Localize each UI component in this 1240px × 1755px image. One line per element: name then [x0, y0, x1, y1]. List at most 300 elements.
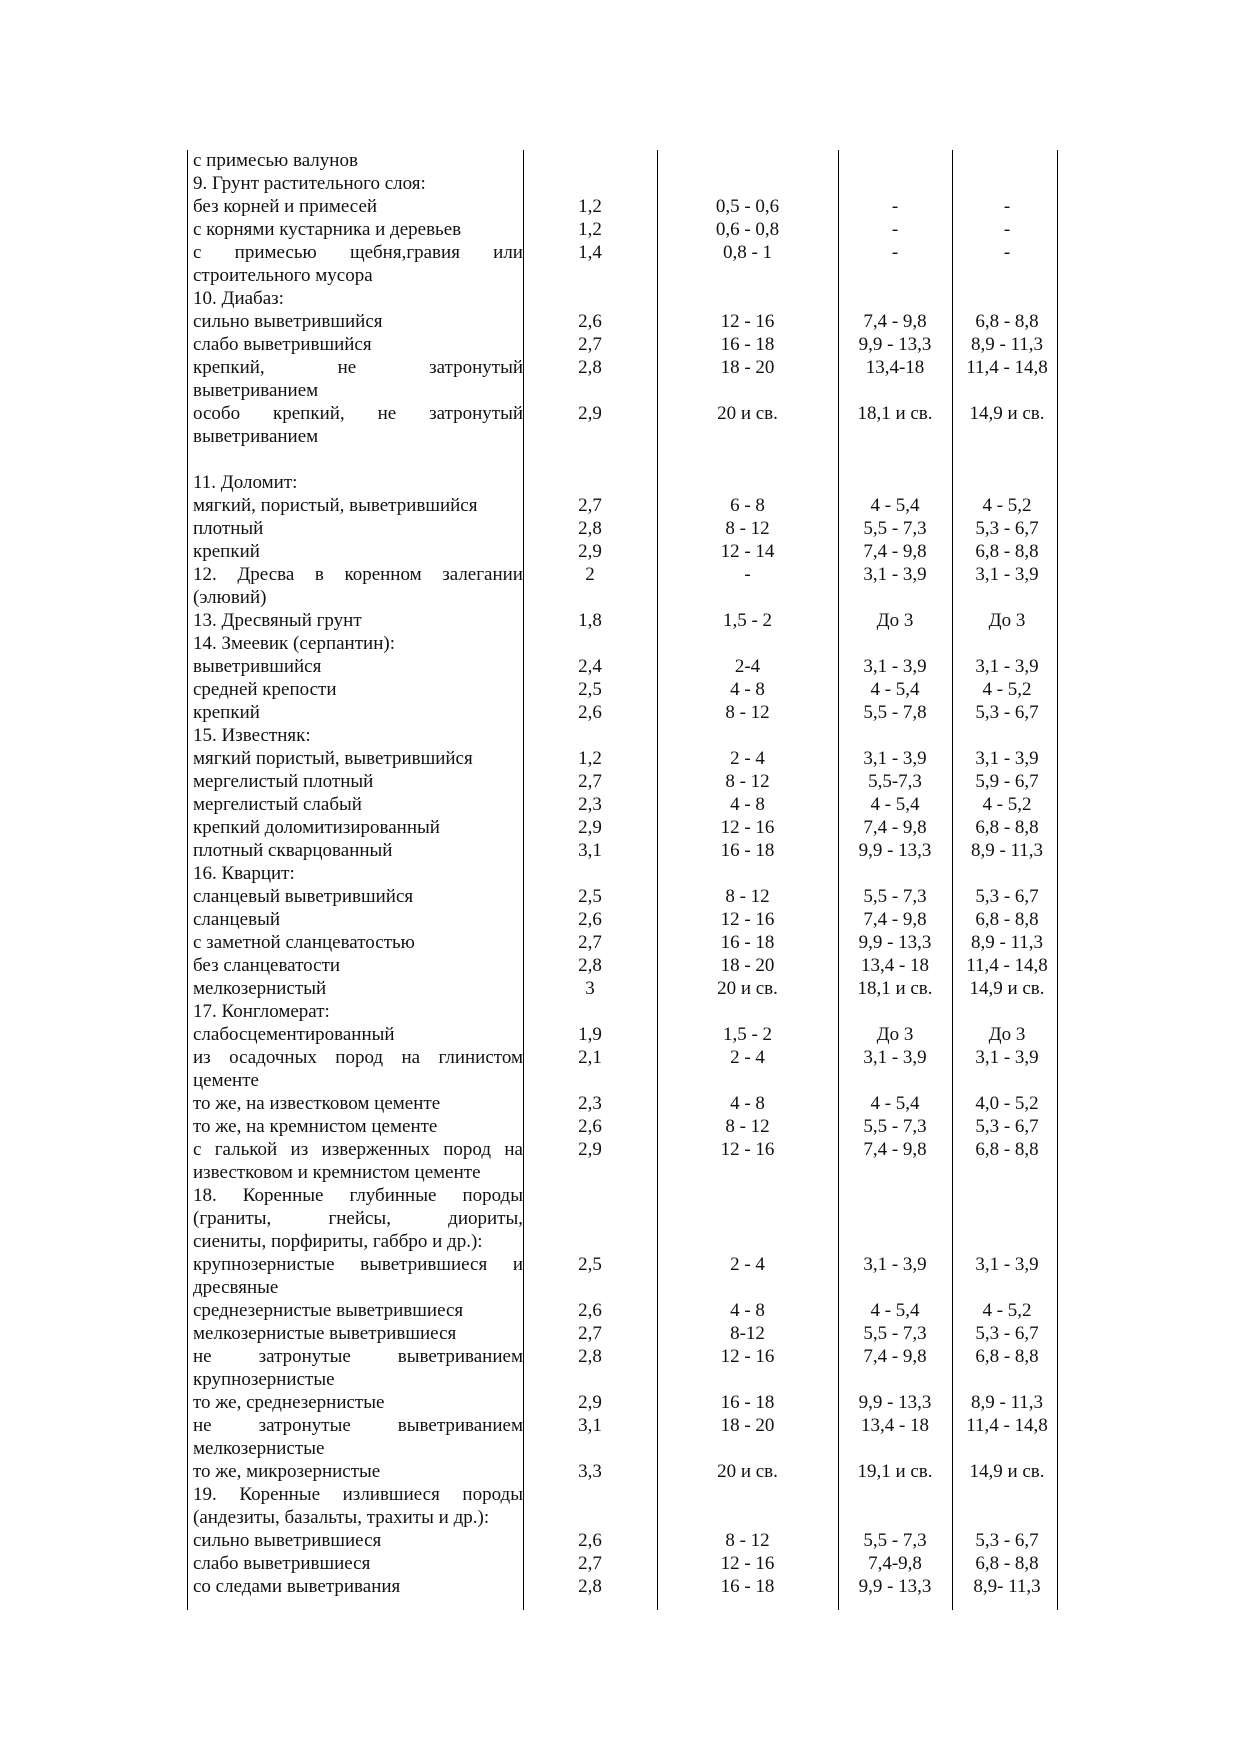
value-a-cell: 13,4 - 18: [860, 955, 930, 976]
value-a-cell: [838, 264, 952, 287]
value-a-cell: 18,1 и св.: [857, 978, 933, 999]
value-b-cell: [952, 1069, 1062, 1092]
hardness-cell: 16 - 18: [720, 932, 775, 953]
soil-name-cell: (андезиты, базальты, трахиты и др.):: [193, 1507, 490, 1528]
soil-name-cell: мягкий, пористый, выветрившийся: [193, 495, 478, 516]
soil-name-cell: 14. Змеевик (серпантин):: [193, 633, 395, 654]
density-cell: 3,3: [578, 1461, 602, 1482]
value-b-cell: До 3: [988, 1024, 1026, 1045]
hardness-cell: 2 - 4: [730, 1047, 765, 1068]
soil-name-cell: 9. Грунт растительного слоя:: [193, 173, 426, 194]
table-row: [187, 1230, 1062, 1253]
soil-name-cell: средней крепости: [193, 679, 337, 700]
value-a-cell: -: [891, 196, 899, 217]
value-a-cell: [838, 1000, 952, 1023]
hardness-cell: [657, 724, 838, 747]
value-b-cell: 8,9- 11,3: [973, 1576, 1041, 1597]
soil-name-cell: слабосцементированный: [193, 1024, 395, 1045]
value-b-cell: [952, 264, 1062, 287]
density-cell: [523, 1069, 657, 1092]
soil-name-cell: то же, на кремнистом цементе: [193, 1116, 438, 1137]
hardness-cell: 12 - 16: [720, 311, 775, 332]
hardness-cell: 18 - 20: [720, 1415, 775, 1436]
value-a-cell: 5,5 - 7,3: [863, 1116, 927, 1137]
density-cell: 1,9: [578, 1024, 602, 1045]
value-b-cell: [952, 172, 1062, 195]
density-cell: [523, 1161, 657, 1184]
table-row: [187, 1115, 1062, 1138]
value-b-cell: 5,3 - 6,7: [975, 886, 1039, 907]
hardness-cell: 1,5 - 2: [722, 610, 773, 631]
density-cell: 3: [585, 978, 595, 999]
hardness-cell: [657, 1368, 838, 1391]
density-cell: [523, 448, 657, 471]
value-a-cell: 3,1 - 3,9: [863, 748, 927, 769]
density-cell: 2,3: [578, 794, 602, 815]
table-row: [187, 1000, 1062, 1023]
value-a-cell: 4 - 5,4: [870, 679, 920, 700]
value-b-cell: 6,8 - 8,8: [975, 817, 1039, 838]
soil-name-cell: сильно выветрившийся: [193, 311, 383, 332]
density-cell: 2,8: [578, 1346, 602, 1367]
table-row: [187, 540, 1062, 563]
value-a-cell: 9,9 - 13,3: [858, 1392, 932, 1413]
soil-name-cell: мелкозернистые выветрившиеся: [193, 1323, 457, 1344]
value-b-cell: 4,0 - 5,2: [975, 1093, 1039, 1114]
hardness-cell: 12 - 16: [720, 1346, 775, 1367]
density-cell: 2,8: [578, 518, 602, 539]
value-b-cell: До 3: [988, 610, 1026, 631]
value-a-cell: [838, 1368, 952, 1391]
value-a-cell: 3,1 - 3,9: [863, 656, 927, 677]
value-b-cell: [952, 862, 1062, 885]
value-b-cell: [952, 471, 1062, 494]
value-b-cell: [952, 1161, 1062, 1184]
soil-name-cell: плотный скварцованный: [193, 840, 393, 861]
soil-name-cell: мелкозернистый: [193, 978, 327, 999]
hardness-cell: [657, 1506, 838, 1529]
table-row: [187, 977, 1062, 1000]
value-b-cell: 5,3 - 6,7: [975, 1530, 1039, 1551]
density-cell: 2,1: [578, 1047, 602, 1068]
hardness-cell: 12 - 16: [720, 1139, 775, 1160]
hardness-cell: [657, 287, 838, 310]
value-b-cell: 5,3 - 6,7: [975, 1116, 1039, 1137]
hardness-cell: [657, 172, 838, 195]
soil-name-cell: выветрившийся: [193, 656, 322, 677]
value-b-cell: -: [1003, 242, 1011, 263]
density-cell: 2,6: [578, 909, 602, 930]
density-cell: 2,5: [578, 1254, 602, 1275]
value-a-cell: [838, 632, 952, 655]
value-a-cell: 3,1 - 3,9: [863, 1254, 927, 1275]
density-cell: [523, 287, 657, 310]
hardness-cell: 18 - 20: [720, 955, 775, 976]
hardness-cell: 1,5 - 2: [722, 1024, 773, 1045]
soil-name-cell: 10. Диабаз:: [193, 288, 284, 309]
table-row: [187, 609, 1062, 632]
hardness-cell: [657, 379, 838, 402]
value-a-cell: [838, 287, 952, 310]
density-cell: [523, 1276, 657, 1299]
density-cell: [523, 1437, 657, 1460]
hardness-cell: [657, 471, 838, 494]
density-cell: [523, 379, 657, 402]
hardness-cell: 16 - 18: [720, 1392, 775, 1413]
value-a-cell: -: [891, 242, 899, 263]
soil-name-cell: крупнозернистые: [193, 1369, 335, 1390]
table-row: [187, 1276, 1062, 1299]
density-cell: [523, 1207, 657, 1230]
soil-name-cell: с примесью валунов: [193, 150, 358, 171]
table-row: [187, 724, 1062, 747]
value-b-cell: 3,1 - 3,9: [975, 564, 1039, 585]
value-b-cell: [952, 1207, 1062, 1230]
hardness-cell: 0,8 - 1: [722, 242, 773, 263]
table-row: [187, 655, 1062, 678]
table-row: [187, 1184, 1062, 1207]
hardness-cell: -: [744, 564, 751, 585]
value-b-cell: 5,3 - 6,7: [975, 702, 1039, 723]
table-row: [187, 632, 1062, 655]
hardness-cell: [657, 1483, 838, 1506]
table-row: [187, 1207, 1062, 1230]
table-row: [187, 885, 1062, 908]
soil-name-cell: не затронутые выветриванием: [193, 1346, 523, 1367]
value-a-cell: 7,4 - 9,8: [863, 311, 927, 332]
hardness-cell: 20 и св.: [717, 1461, 778, 1482]
value-a-cell: [838, 724, 952, 747]
value-a-cell: До 3: [876, 610, 914, 631]
value-a-cell: 5,5 - 7,8: [863, 702, 927, 723]
density-cell: 2,9: [578, 541, 602, 562]
hardness-cell: [657, 1000, 838, 1023]
table-row: [187, 356, 1062, 379]
value-b-cell: 8,9 - 11,3: [970, 334, 1044, 355]
soil-name-cell: выветриванием: [193, 380, 319, 401]
density-cell: 2,6: [578, 702, 602, 723]
table-row: [187, 310, 1062, 333]
value-a-cell: [838, 862, 952, 885]
value-a-cell: [838, 1161, 952, 1184]
density-cell: 1,2: [578, 196, 602, 217]
soil-name-cell: мягкий пористый, выветрившийся: [193, 748, 473, 769]
hardness-cell: 4 - 8: [730, 794, 765, 815]
table-row: [187, 425, 1062, 448]
value-b-cell: 5,3 - 6,7: [975, 518, 1039, 539]
soil-name-cell: не затронутые выветриванием: [193, 1415, 523, 1436]
value-a-cell: 5,5 - 7,3: [863, 518, 927, 539]
value-a-cell: 4 - 5,4: [870, 1093, 920, 1114]
density-cell: [523, 632, 657, 655]
value-b-cell: [952, 1437, 1062, 1460]
density-cell: [523, 1184, 657, 1207]
density-cell: 2: [585, 564, 595, 585]
table-row: [187, 1023, 1062, 1046]
density-cell: 2,7: [578, 495, 602, 516]
hardness-cell: 6 - 8: [730, 495, 765, 516]
value-a-cell: [838, 1483, 952, 1506]
hardness-cell: 4 - 8: [730, 1300, 765, 1321]
table-row: [187, 839, 1062, 862]
density-cell: 2,3: [578, 1093, 602, 1114]
value-b-cell: [952, 1483, 1062, 1506]
value-b-cell: 6,8 - 8,8: [975, 311, 1039, 332]
density-cell: 2,7: [578, 334, 602, 355]
density-cell: 1,8: [578, 610, 602, 631]
hardness-cell: 12 - 16: [720, 1553, 775, 1574]
value-a-cell: [838, 1276, 952, 1299]
hardness-cell: 8 - 12: [725, 518, 770, 539]
table-row: [187, 1299, 1062, 1322]
hardness-cell: 20 и св.: [717, 978, 778, 999]
hardness-cell: 2 - 4: [730, 748, 765, 769]
soil-name-cell: особо крепкий, не затронутый: [193, 403, 523, 424]
soil-name-cell: сланцевый: [193, 909, 281, 930]
soil-name-cell: 17. Конгломерат:: [193, 1001, 330, 1022]
hardness-cell: [657, 586, 838, 609]
value-b-cell: 6,8 - 8,8: [975, 541, 1039, 562]
density-cell: [523, 1506, 657, 1529]
hardness-cell: 2-4: [734, 656, 761, 677]
value-b-cell: [952, 724, 1062, 747]
value-a-cell: [838, 149, 952, 172]
soil-name-cell: плотный: [193, 518, 264, 539]
density-cell: 2,5: [578, 886, 602, 907]
value-b-cell: 6,8 - 8,8: [975, 1346, 1039, 1367]
soil-name-cell: с галькой из изверженных пород на: [193, 1139, 523, 1160]
value-b-cell: [952, 1276, 1062, 1299]
value-a-cell: 5,5 - 7,3: [863, 1323, 927, 1344]
table-row: [187, 1391, 1062, 1414]
value-a-cell: [838, 586, 952, 609]
table-row: [187, 379, 1062, 402]
soil-name-cell: то же, на известковом цементе: [193, 1093, 441, 1114]
density-cell: [523, 264, 657, 287]
hardness-cell: [657, 862, 838, 885]
soil-properties-table: [187, 149, 1062, 1598]
value-b-cell: 4 - 5,2: [982, 679, 1032, 700]
density-cell: 2,6: [578, 311, 602, 332]
density-cell: 1,2: [578, 219, 602, 240]
hardness-cell: 8 - 12: [725, 1530, 770, 1551]
hardness-cell: 20 и св.: [717, 403, 778, 424]
value-b-cell: [952, 149, 1062, 172]
soil-name-cell: то же, микрозернистые: [193, 1461, 381, 1482]
table-row: [187, 954, 1062, 977]
value-a-cell: -: [891, 219, 899, 240]
table-row: [187, 908, 1062, 931]
table-row: [187, 747, 1062, 770]
hardness-cell: 8-12: [730, 1323, 765, 1344]
value-a-cell: 7,4 - 9,8: [863, 1346, 927, 1367]
hardness-cell: 4 - 8: [730, 679, 765, 700]
hardness-cell: [657, 1207, 838, 1230]
soil-name-cell: крупнозернистые выветрившиеся и: [193, 1254, 523, 1275]
density-cell: [523, 471, 657, 494]
soil-name-cell: сиениты, порфириты, габбро и др.):: [193, 1231, 483, 1252]
soil-name-cell: [187, 448, 523, 471]
value-a-cell: 7,4 - 9,8: [863, 541, 927, 562]
density-cell: 2,9: [578, 403, 602, 424]
value-a-cell: [838, 1184, 952, 1207]
value-b-cell: 14,9 и св.: [969, 978, 1045, 999]
value-b-cell: [952, 1368, 1062, 1391]
density-cell: 2,7: [578, 1553, 602, 1574]
hardness-cell: [657, 1230, 838, 1253]
value-a-cell: 5,5 - 7,3: [863, 886, 927, 907]
density-cell: 2,6: [578, 1530, 602, 1551]
table-row: [187, 287, 1062, 310]
value-b-cell: 4 - 5,2: [982, 794, 1032, 815]
value-a-cell: 7,4 - 9,8: [863, 817, 927, 838]
hardness-cell: [657, 425, 838, 448]
value-b-cell: 14,9 и св.: [969, 403, 1045, 424]
hardness-cell: [657, 149, 838, 172]
soil-name-cell: крепкий: [193, 541, 260, 562]
value-a-cell: [838, 1207, 952, 1230]
value-b-cell: [952, 1000, 1062, 1023]
soil-name-cell: с заметной сланцеватостью: [193, 932, 415, 953]
density-cell: 3,1: [578, 840, 602, 861]
value-b-cell: 6,8 - 8,8: [975, 1139, 1039, 1160]
soil-name-cell: крепкий, не затронутый: [193, 357, 523, 378]
value-b-cell: 5,9 - 6,7: [975, 771, 1039, 792]
table-row: [187, 333, 1062, 356]
soil-name-cell: сланцевый выветрившийся: [193, 886, 414, 907]
table-row: [187, 1460, 1062, 1483]
density-cell: 2,7: [578, 1323, 602, 1344]
soil-name-cell: (элювий): [193, 587, 267, 608]
density-cell: 2,6: [578, 1116, 602, 1137]
value-b-cell: 8,9 - 11,3: [970, 932, 1044, 953]
soil-name-cell: из осадочных пород на глинистом: [193, 1047, 523, 1068]
value-a-cell: 4 - 5,4: [870, 495, 920, 516]
value-b-cell: 3,1 - 3,9: [975, 748, 1039, 769]
table-row: [187, 1138, 1062, 1161]
value-a-cell: [838, 471, 952, 494]
table-row: [187, 1414, 1062, 1437]
table-row: [187, 1322, 1062, 1345]
table-row: [187, 931, 1062, 954]
value-a-cell: [838, 425, 952, 448]
hardness-cell: 16 - 18: [720, 334, 775, 355]
soil-name-cell: (граниты, гнейсы, диориты,: [193, 1208, 523, 1229]
table-row: [187, 494, 1062, 517]
table-row: [187, 1092, 1062, 1115]
soil-name-cell: слабо выветрившийся: [193, 334, 372, 355]
soil-name-cell: мергелистый плотный: [193, 771, 374, 792]
density-cell: [523, 149, 657, 172]
value-a-cell: 19,1 и св.: [857, 1461, 933, 1482]
hardness-cell: 8 - 12: [725, 702, 770, 723]
value-b-cell: 8,9 - 11,3: [970, 1392, 1044, 1413]
table-row: [187, 816, 1062, 839]
soil-name-cell: слабо выветрившиеся: [193, 1553, 371, 1574]
table-row: [187, 678, 1062, 701]
value-b-cell: 6,8 - 8,8: [975, 909, 1039, 930]
table-row: [187, 586, 1062, 609]
value-b-cell: [952, 1506, 1062, 1529]
value-a-cell: [838, 1069, 952, 1092]
value-a-cell: 4 - 5,4: [870, 1300, 920, 1321]
soil-name-cell: без сланцеватости: [193, 955, 341, 976]
soil-name-cell: с примесью щебня,гравия или: [193, 242, 523, 263]
hardness-cell: 12 - 16: [720, 909, 775, 930]
value-a-cell: [838, 1506, 952, 1529]
soil-name-cell: 18. Коренные глубинные породы: [193, 1185, 523, 1206]
density-cell: [523, 1000, 657, 1023]
hardness-cell: [657, 448, 838, 471]
table-row: [187, 1253, 1062, 1276]
density-cell: 2,7: [578, 771, 602, 792]
table-row: [187, 218, 1062, 241]
hardness-cell: 0,6 - 0,8: [715, 219, 780, 240]
value-a-cell: [838, 448, 952, 471]
density-cell: 2,5: [578, 679, 602, 700]
soil-name-cell: 15. Известняк:: [193, 725, 311, 746]
soil-name-cell: мелкозернистые: [193, 1438, 325, 1459]
value-b-cell: [952, 287, 1062, 310]
hardness-cell: [657, 1437, 838, 1460]
hardness-cell: 16 - 18: [720, 840, 775, 861]
soil-name-cell: известковом и кремнистом цементе: [193, 1162, 481, 1183]
table-row: [187, 172, 1062, 195]
table-row: [187, 1483, 1062, 1506]
soil-name-cell: с корнями кустарника и деревьев: [193, 219, 462, 240]
soil-name-cell: то же, среднезернистые: [193, 1392, 385, 1413]
density-cell: [523, 1230, 657, 1253]
soil-name-cell: 19. Коренные излившиеся породы: [193, 1484, 523, 1505]
hardness-cell: 8 - 12: [725, 1116, 770, 1137]
value-a-cell: 9,9 - 13,3: [858, 334, 932, 355]
table-row: [187, 1506, 1062, 1529]
value-b-cell: [952, 425, 1062, 448]
value-b-cell: -: [1003, 196, 1011, 217]
table-row: [187, 402, 1062, 425]
value-b-cell: [952, 632, 1062, 655]
table-row: [187, 1368, 1062, 1391]
density-cell: 2,8: [578, 955, 602, 976]
density-cell: [523, 586, 657, 609]
value-a-cell: 5,5-7,3: [868, 771, 922, 792]
hardness-cell: [657, 264, 838, 287]
value-b-cell: [952, 1230, 1062, 1253]
table-row: [187, 793, 1062, 816]
value-b-cell: [952, 586, 1062, 609]
density-cell: 1,4: [578, 242, 602, 263]
value-a-cell: 4 - 5,4: [870, 794, 920, 815]
table-row: [187, 448, 1062, 471]
value-a-cell: [838, 1437, 952, 1460]
table-row: [187, 1069, 1062, 1092]
value-a-cell: 5,5 - 7,3: [863, 1530, 927, 1551]
value-a-cell: 3,1 - 3,9: [863, 1047, 927, 1068]
density-cell: [523, 425, 657, 448]
hardness-cell: 12 - 16: [720, 817, 775, 838]
table-row: [187, 563, 1062, 586]
hardness-cell: 2 - 4: [730, 1254, 765, 1275]
value-b-cell: 3,1 - 3,9: [975, 1254, 1039, 1275]
hardness-cell: 8 - 12: [725, 771, 770, 792]
density-cell: 2,9: [578, 817, 602, 838]
soil-name-cell: 13. Дресвяный грунт: [193, 610, 362, 631]
value-b-cell: 11,4 - 14,8: [966, 1415, 1048, 1436]
value-a-cell: 7,4 - 9,8: [863, 909, 927, 930]
hardness-cell: 12 - 14: [720, 541, 775, 562]
hardness-cell: 18 - 20: [720, 357, 775, 378]
density-cell: [523, 1483, 657, 1506]
